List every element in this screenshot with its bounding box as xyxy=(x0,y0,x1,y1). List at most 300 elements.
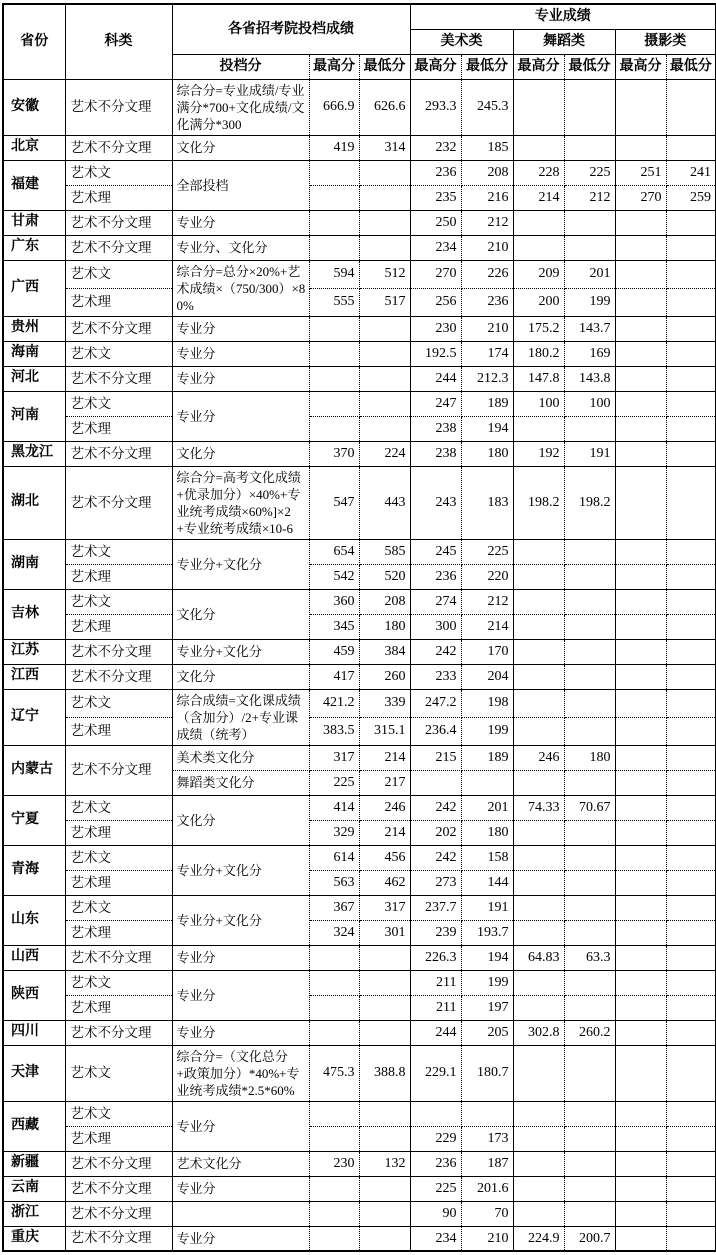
score-cell: 260.2 xyxy=(564,1020,615,1045)
score-cell: 216 xyxy=(461,185,513,210)
score-cell: 247.2 xyxy=(410,689,461,717)
score-cell: 594 xyxy=(309,260,359,288)
category-cell: 艺术不分文理 xyxy=(65,135,172,160)
category-cell: 艺术文 xyxy=(65,589,172,614)
province-cell: 宁夏 xyxy=(3,795,65,845)
score-cell: 180.7 xyxy=(461,1045,513,1101)
header-major-group: 专业成绩 xyxy=(410,4,716,29)
score-cell: 225 xyxy=(410,1176,461,1201)
score-cell: 520 xyxy=(359,564,410,589)
score-cell xyxy=(513,539,564,564)
province-cell: 重庆 xyxy=(3,1226,65,1251)
province-cell: 河南 xyxy=(3,391,65,441)
table-row xyxy=(3,341,716,366)
score-cell: 274 xyxy=(410,589,461,614)
score-cell: 198 xyxy=(461,689,513,717)
table-row xyxy=(3,995,716,1020)
category-cell: 艺术理 xyxy=(65,820,172,845)
score-cell xyxy=(564,770,615,795)
score-cell: 185 xyxy=(461,135,513,160)
score-desc-cell: 综合分=总分×20%+艺术成绩×（750/300）×80% xyxy=(172,260,309,316)
score-cell xyxy=(359,970,410,995)
score-cell xyxy=(615,316,666,341)
score-cell xyxy=(309,1201,359,1226)
score-cell xyxy=(615,870,666,895)
score-cell: 144 xyxy=(461,870,513,895)
score-cell xyxy=(666,1226,716,1251)
score-cell xyxy=(666,316,716,341)
score-cell: 417 xyxy=(309,664,359,689)
score-cell xyxy=(309,366,359,391)
score-cell xyxy=(359,1176,410,1201)
score-cell: 384 xyxy=(359,639,410,664)
score-desc-cell: 专业分、文化分 xyxy=(172,235,309,260)
score-cell: 517 xyxy=(359,288,410,316)
category-cell: 艺术文 xyxy=(65,341,172,366)
category-cell: 艺术不分文理 xyxy=(65,1020,172,1045)
score-cell xyxy=(564,1151,615,1176)
score-cell xyxy=(359,210,410,235)
score-cell xyxy=(359,366,410,391)
score-cell: 220 xyxy=(461,564,513,589)
score-cell: 236.4 xyxy=(410,717,461,745)
score-cell: 229.1 xyxy=(410,1045,461,1101)
score-cell xyxy=(564,416,615,441)
score-cell xyxy=(513,970,564,995)
score-cell: 193.7 xyxy=(461,920,513,945)
score-cell: 199 xyxy=(564,288,615,316)
score-cell xyxy=(513,614,564,639)
province-cell: 山西 xyxy=(3,945,65,970)
score-cell: 100 xyxy=(564,391,615,416)
score-cell: 302.8 xyxy=(513,1020,564,1045)
header-toudang-type: 投档分 xyxy=(172,54,309,79)
score-cell xyxy=(564,820,615,845)
score-cell xyxy=(309,210,359,235)
table-row xyxy=(3,689,716,717)
score-cell xyxy=(359,945,410,970)
score-cell xyxy=(615,235,666,260)
score-cell: 247 xyxy=(410,391,461,416)
score-cell xyxy=(666,210,716,235)
table-row xyxy=(3,210,716,235)
score-desc-cell: 专业分+文化分 xyxy=(172,539,309,589)
score-cell: 232 xyxy=(410,135,461,160)
score-cell: 202 xyxy=(410,820,461,845)
table-row xyxy=(3,589,716,614)
score-cell xyxy=(309,185,359,210)
score-cell: 70 xyxy=(461,1201,513,1226)
category-cell: 艺术不分文理 xyxy=(65,210,172,235)
score-cell xyxy=(666,1126,716,1151)
score-cell xyxy=(564,589,615,614)
score-cell xyxy=(359,235,410,260)
score-cell xyxy=(513,820,564,845)
score-cell xyxy=(564,664,615,689)
score-cell xyxy=(309,995,359,1020)
score-cell xyxy=(359,160,410,185)
score-cell xyxy=(666,416,716,441)
score-cell xyxy=(666,564,716,589)
score-cell: 197 xyxy=(461,995,513,1020)
score-desc-cell: 专业分 xyxy=(172,316,309,341)
score-cell xyxy=(359,341,410,366)
score-cell xyxy=(513,589,564,614)
score-cell: 324 xyxy=(309,920,359,945)
score-cell xyxy=(666,614,716,639)
category-cell: 艺术文 xyxy=(65,539,172,564)
score-desc-cell: 专业分 xyxy=(172,945,309,970)
province-cell: 海南 xyxy=(3,341,65,366)
category-cell: 艺术不分文理 xyxy=(65,235,172,260)
category-cell: 艺术不分文理 xyxy=(65,1151,172,1176)
score-desc-cell: 专业分 xyxy=(172,1101,309,1151)
score-cell xyxy=(564,1101,615,1126)
header-art-min: 最低分 xyxy=(461,54,513,79)
score-cell xyxy=(666,1176,716,1201)
score-cell xyxy=(513,210,564,235)
score-cell: 147.8 xyxy=(513,366,564,391)
score-cell xyxy=(564,1176,615,1201)
score-cell xyxy=(615,210,666,235)
table-row xyxy=(3,1020,716,1045)
category-cell: 艺术不分文理 xyxy=(65,1226,172,1251)
score-cell xyxy=(309,160,359,185)
province-cell: 西藏 xyxy=(3,1101,65,1151)
score-cell xyxy=(666,260,716,288)
score-cell xyxy=(309,1176,359,1201)
score-cell: 243 xyxy=(410,466,461,539)
score-cell: 180.2 xyxy=(513,341,564,366)
score-cell xyxy=(309,970,359,995)
score-cell: 236 xyxy=(410,1151,461,1176)
score-cell xyxy=(615,664,666,689)
score-cell: 270 xyxy=(615,185,666,210)
score-cell xyxy=(513,870,564,895)
score-cell xyxy=(513,1101,564,1126)
score-cell xyxy=(615,689,666,717)
category-cell: 艺术文 xyxy=(65,970,172,995)
score-cell: 233 xyxy=(410,664,461,689)
score-cell: 63.3 xyxy=(564,945,615,970)
score-cell xyxy=(615,391,666,416)
category-cell: 艺术不分文理 xyxy=(65,466,172,539)
score-cell xyxy=(564,614,615,639)
category-cell: 艺术不分文理 xyxy=(65,664,172,689)
score-cell: 74.33 xyxy=(513,795,564,820)
score-cell xyxy=(615,845,666,870)
score-cell: 230 xyxy=(410,316,461,341)
score-cell xyxy=(513,1151,564,1176)
score-cell: 456 xyxy=(359,845,410,870)
score-cell: 198.2 xyxy=(513,466,564,539)
category-cell: 艺术不分文理 xyxy=(65,1176,172,1201)
score-cell xyxy=(615,1126,666,1151)
header-photo-category: 摄影类 xyxy=(615,29,716,54)
score-cell: 198.2 xyxy=(564,466,615,539)
score-cell xyxy=(666,870,716,895)
table-row xyxy=(3,820,716,845)
score-cell: 238 xyxy=(410,416,461,441)
score-cell: 230 xyxy=(309,1151,359,1176)
score-cell xyxy=(359,1126,410,1151)
score-cell xyxy=(615,589,666,614)
score-cell: 201.6 xyxy=(461,1176,513,1201)
score-cell xyxy=(666,770,716,795)
table-row xyxy=(3,466,716,539)
score-cell xyxy=(666,589,716,614)
table-row xyxy=(3,1226,716,1251)
table-row xyxy=(3,260,716,288)
score-cell: 214 xyxy=(359,820,410,845)
score-cell: 246 xyxy=(359,795,410,820)
score-cell: 204 xyxy=(461,664,513,689)
score-cell: 210 xyxy=(461,316,513,341)
table-row xyxy=(3,970,716,995)
score-cell: 214 xyxy=(359,745,410,770)
header-province: 省份 xyxy=(3,4,65,79)
table-row xyxy=(3,564,716,589)
score-cell xyxy=(666,639,716,664)
score-cell xyxy=(461,1101,513,1126)
category-cell: 艺术不分文理 xyxy=(65,316,172,341)
score-desc-cell: 综合成绩=文化课成绩（含加分）/2+专业课成绩（统考） xyxy=(172,689,309,745)
table-row xyxy=(3,416,716,441)
score-cell: 200.7 xyxy=(564,1226,615,1251)
score-cell xyxy=(309,235,359,260)
score-cell xyxy=(359,391,410,416)
score-cell xyxy=(513,1126,564,1151)
score-cell xyxy=(615,1176,666,1201)
score-cell xyxy=(513,639,564,664)
header-category: 科类 xyxy=(65,4,172,79)
score-cell: 370 xyxy=(309,441,359,466)
category-cell: 艺术文 xyxy=(65,1101,172,1126)
province-cell: 新疆 xyxy=(3,1151,65,1176)
score-cell: 209 xyxy=(513,260,564,288)
score-cell xyxy=(513,79,564,135)
score-cell xyxy=(615,1151,666,1176)
score-cell: 225 xyxy=(564,160,615,185)
table-row xyxy=(3,288,716,316)
score-cell xyxy=(666,1201,716,1226)
score-cell: 191 xyxy=(564,441,615,466)
category-cell: 艺术不分文理 xyxy=(65,366,172,391)
score-cell xyxy=(309,1226,359,1251)
score-cell xyxy=(513,920,564,945)
category-cell: 艺术理 xyxy=(65,717,172,745)
table-row xyxy=(3,441,716,466)
province-cell: 湖南 xyxy=(3,539,65,589)
table-row xyxy=(3,614,716,639)
score-cell xyxy=(513,135,564,160)
score-cell xyxy=(359,1020,410,1045)
score-desc-cell: 专业分+文化分 xyxy=(172,895,309,945)
category-cell: 艺术理 xyxy=(65,995,172,1020)
table-row xyxy=(3,1176,716,1201)
province-cell: 青海 xyxy=(3,845,65,895)
score-desc-cell: 专业分 xyxy=(172,210,309,235)
score-cell xyxy=(564,845,615,870)
category-cell: 艺术理 xyxy=(65,288,172,316)
table-body xyxy=(3,79,716,1251)
table-header xyxy=(3,4,716,79)
score-desc-cell: 舞蹈类文化分 xyxy=(172,770,309,795)
score-cell: 245 xyxy=(410,539,461,564)
header-dance-category: 舞蹈类 xyxy=(513,29,615,54)
score-cell xyxy=(513,1045,564,1101)
province-cell: 广西 xyxy=(3,260,65,316)
score-desc-cell: 专业分 xyxy=(172,391,309,441)
category-cell: 艺术文 xyxy=(65,795,172,820)
table-row xyxy=(3,845,716,870)
province-cell: 江苏 xyxy=(3,639,65,664)
score-cell: 301 xyxy=(359,920,410,945)
score-cell: 244 xyxy=(410,366,461,391)
score-cell xyxy=(615,260,666,288)
score-cell: 200 xyxy=(513,288,564,316)
table-row xyxy=(3,1126,716,1151)
score-cell: 259 xyxy=(666,185,716,210)
province-cell: 内蒙古 xyxy=(3,745,65,795)
score-cell xyxy=(513,1176,564,1201)
score-cell: 345 xyxy=(309,614,359,639)
table-row xyxy=(3,1201,716,1226)
table-row xyxy=(3,920,716,945)
score-cell xyxy=(666,235,716,260)
score-cell xyxy=(666,945,716,970)
province-cell: 黑龙江 xyxy=(3,441,65,466)
score-cell: 215 xyxy=(410,745,461,770)
score-cell xyxy=(666,135,716,160)
table-row xyxy=(3,1151,716,1176)
score-cell: 475.3 xyxy=(309,1045,359,1101)
province-cell: 浙江 xyxy=(3,1201,65,1226)
province-cell: 山东 xyxy=(3,895,65,945)
score-cell: 208 xyxy=(359,589,410,614)
score-cell xyxy=(564,235,615,260)
category-cell: 艺术文 xyxy=(65,895,172,920)
score-cell: 224 xyxy=(359,441,410,466)
table-row xyxy=(3,1045,716,1101)
score-cell xyxy=(513,1201,564,1226)
table-row xyxy=(3,135,716,160)
score-cell: 236 xyxy=(461,288,513,316)
header-dance-max: 最高分 xyxy=(513,54,564,79)
score-cell: 217 xyxy=(359,770,410,795)
header-art-category: 美术类 xyxy=(410,29,513,54)
category-cell: 艺术不分文理 xyxy=(65,639,172,664)
score-desc-cell: 专业分+文化分 xyxy=(172,639,309,664)
score-desc-cell: 美术类文化分 xyxy=(172,745,309,770)
province-cell: 辽宁 xyxy=(3,689,65,745)
score-cell: 180 xyxy=(564,745,615,770)
score-cell xyxy=(309,945,359,970)
score-cell: 237.7 xyxy=(410,895,461,920)
score-cell: 459 xyxy=(309,639,359,664)
score-cell: 210 xyxy=(461,1226,513,1251)
score-cell xyxy=(666,745,716,770)
score-cell xyxy=(615,639,666,664)
score-cell: 187 xyxy=(461,1151,513,1176)
score-cell: 132 xyxy=(359,1151,410,1176)
score-cell: 180 xyxy=(461,820,513,845)
category-cell: 艺术文 xyxy=(65,1045,172,1101)
table-row xyxy=(3,391,716,416)
header-photo-min: 最低分 xyxy=(666,54,716,79)
score-cell: 175.2 xyxy=(513,316,564,341)
score-cell: 246 xyxy=(513,745,564,770)
province-cell: 北京 xyxy=(3,135,65,160)
score-cell: 300 xyxy=(410,614,461,639)
score-cell xyxy=(564,539,615,564)
province-cell: 湖北 xyxy=(3,466,65,539)
score-cell xyxy=(615,1226,666,1251)
score-desc-cell: 综合分=（文化总分+政策加分）*40%+专业统考成绩*2.5*60% xyxy=(172,1045,309,1101)
category-cell: 艺术理 xyxy=(65,185,172,210)
score-cell xyxy=(513,664,564,689)
score-cell xyxy=(309,316,359,341)
score-cell: 242 xyxy=(410,639,461,664)
score-cell: 199 xyxy=(461,717,513,745)
province-cell: 陕西 xyxy=(3,970,65,1020)
score-cell xyxy=(666,466,716,539)
score-cell xyxy=(615,820,666,845)
score-cell: 194 xyxy=(461,945,513,970)
score-cell: 260 xyxy=(359,664,410,689)
score-cell: 626.6 xyxy=(359,79,410,135)
score-cell xyxy=(615,745,666,770)
score-cell xyxy=(666,820,716,845)
score-cell: 315.1 xyxy=(359,717,410,745)
score-cell xyxy=(513,895,564,920)
score-cell: 225 xyxy=(461,539,513,564)
table-row xyxy=(3,1101,716,1126)
table-row xyxy=(3,795,716,820)
score-cell xyxy=(564,210,615,235)
score-cell xyxy=(615,717,666,745)
score-cell: 226.3 xyxy=(410,945,461,970)
score-cell xyxy=(564,1201,615,1226)
score-cell xyxy=(564,1126,615,1151)
score-cell xyxy=(615,1101,666,1126)
score-cell: 360 xyxy=(309,589,359,614)
score-cell: 250 xyxy=(410,210,461,235)
table-row xyxy=(3,945,716,970)
score-cell xyxy=(359,316,410,341)
score-cell xyxy=(564,970,615,995)
score-cell: 234 xyxy=(410,235,461,260)
province-cell: 河北 xyxy=(3,366,65,391)
score-cell: 158 xyxy=(461,845,513,870)
category-cell: 艺术理 xyxy=(65,1126,172,1151)
category-cell: 艺术理 xyxy=(65,920,172,945)
province-cell: 甘肃 xyxy=(3,210,65,235)
score-cell xyxy=(615,441,666,466)
header-art-max: 最高分 xyxy=(410,54,461,79)
score-cell: 563 xyxy=(309,870,359,895)
table-row xyxy=(3,160,716,185)
score-cell: 70.67 xyxy=(564,795,615,820)
score-cell: 90 xyxy=(410,1201,461,1226)
score-cell: 251 xyxy=(615,160,666,185)
score-cell xyxy=(666,539,716,564)
score-cell xyxy=(309,1126,359,1151)
score-cell xyxy=(359,185,410,210)
header-photo-max: 最高分 xyxy=(615,54,666,79)
score-cell xyxy=(410,1101,461,1126)
score-cell: 143.7 xyxy=(564,316,615,341)
